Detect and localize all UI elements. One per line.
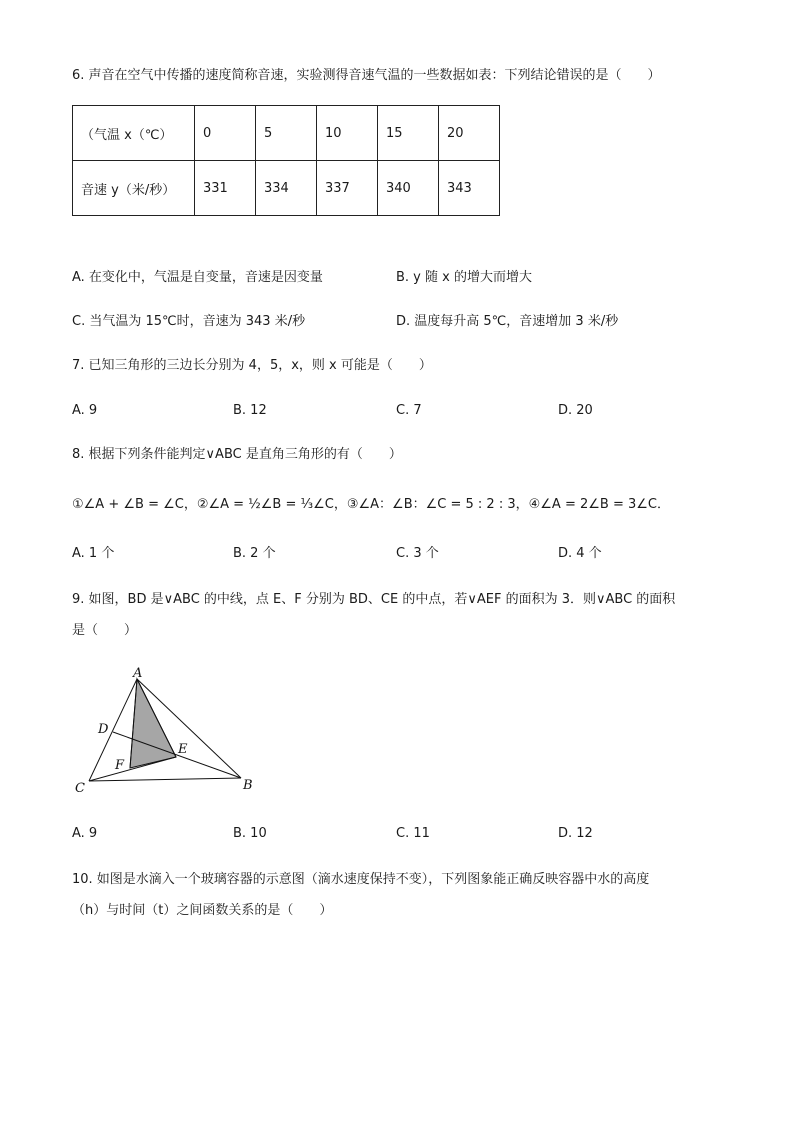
label-f: F (115, 758, 125, 773)
q6-option-c[interactable]: C. 当气温为 15℃时，音速为 343 米/秒 (72, 314, 306, 329)
table-row-speed (73, 161, 500, 216)
q6-stem: 6. 声音在空气中传播的速度简称音速，实验测得音速气温的一些数据如表：下列结论错误的是（ ） (72, 68, 661, 83)
q9-stem-line2: 是（ ） (72, 623, 138, 638)
q10-stem-line1: 10. 如图是水滴入一个玻璃容器的示意图（滴水速度保持不变），下列图象能正确反映容器中水的高度 (72, 872, 650, 887)
q9-option-c[interactable]: C. 11 (396, 826, 430, 841)
table-header-temperature: （气温 x（℃） (73, 106, 195, 161)
side-cb (89, 778, 241, 781)
q9-option-a[interactable]: A. 9 (72, 826, 98, 841)
q8-option-b[interactable]: B. 2 个 (233, 546, 276, 561)
q7-stem: 7. 已知三角形的三边长分别为 4，5，x，则 x 可能是（ ） (72, 358, 432, 373)
table-cell: 5 (256, 106, 317, 161)
table-cell: 337 (317, 161, 378, 216)
table-cell: 20 (439, 106, 500, 161)
table-row-temperature (73, 106, 500, 161)
q6-option-d[interactable]: D. 温度每升高 5℃，音速增加 3 米/秒 (396, 314, 619, 329)
q8-conditions: ①∠A + ∠B = ∠C，②∠A = ½∠B = ⅓∠C，③∠A：∠B：∠C = 5 : 2 : 3，④∠A = 2∠B = 3∠C． (72, 497, 670, 512)
table-cell: 0 (195, 106, 256, 161)
shaded-triangle-aef (130, 679, 176, 768)
q8-stem: 8. 根据下列条件能判定∨ABC 是直角三角形的有（ ） (72, 447, 402, 462)
table-cell: 343 (439, 161, 500, 216)
q8-option-a[interactable]: A. 1 个 (72, 546, 115, 561)
q9-option-d[interactable]: D. 12 (558, 826, 593, 841)
q10-stem-line2: （h）与时间（t）之间函数关系的是（ ） (72, 903, 333, 918)
q8-option-d[interactable]: D. 4 个 (558, 546, 602, 561)
q6-option-a[interactable]: A. 在变化中，气温是自变量，音速是因变量 (72, 270, 323, 285)
q7-option-a[interactable]: A. 9 (72, 403, 98, 418)
q9-stem-line1: 9. 如图，BD 是∨ABC 的中线，点 E、F 分别为 BD、CE 的中点，若∨AEF 的面积为 3．则∨ABC 的面积 (72, 592, 676, 607)
table-cell: 10 (317, 106, 378, 161)
q8-option-c[interactable]: C. 3 个 (396, 546, 439, 561)
label-a: A (133, 666, 143, 681)
table-cell: 334 (256, 161, 317, 216)
q7-option-b[interactable]: B. 12 (233, 403, 267, 418)
table-cell: 340 (378, 161, 439, 216)
q6-option-b[interactable]: B. y 随 x 的增大而增大 (396, 270, 532, 285)
q7-option-d[interactable]: D. 20 (558, 403, 593, 418)
label-c: C (75, 781, 85, 796)
temperature-speed-table (72, 105, 500, 216)
table-cell: 15 (378, 106, 439, 161)
label-b: B (243, 778, 253, 793)
label-d: D (98, 722, 109, 737)
table-cell: 331 (195, 161, 256, 216)
table-header-speed: 音速 y（米/秒） (73, 161, 195, 216)
triangle-figure (70, 665, 270, 800)
q7-option-c[interactable]: C. 7 (396, 403, 422, 418)
label-e: E (178, 742, 188, 757)
q9-option-b[interactable]: B. 10 (233, 826, 267, 841)
